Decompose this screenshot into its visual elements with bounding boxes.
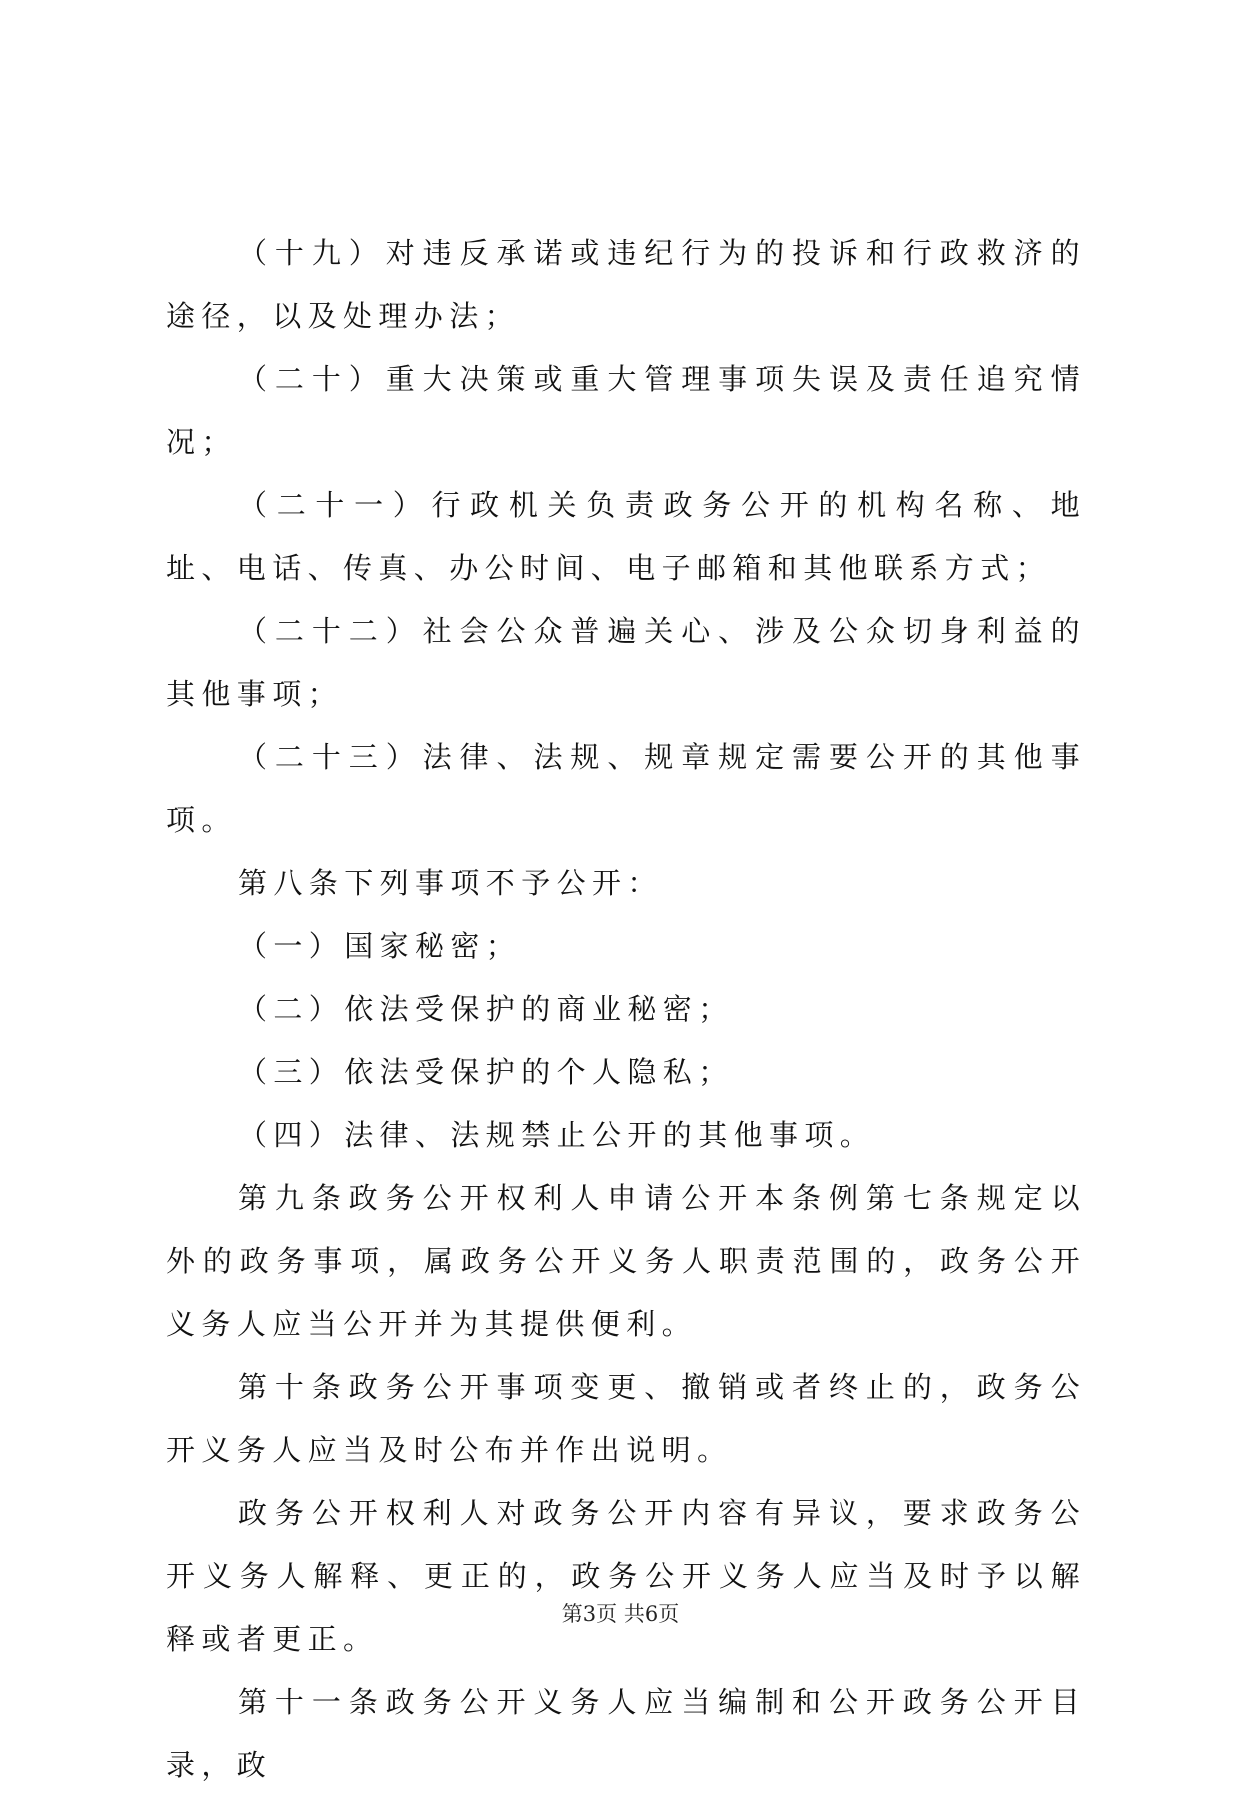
paragraph-article-9: 第九条政务公开权利人申请公开本条例第七条规定以外的政务事项，属政务公开义务人职责范围的，政务公开义务人应当公开并为其提供便利。: [166, 1181, 1086, 1341]
paragraph-article-10: 第十条政务公开事项变更、撤销或者终止的，政务公开义务人应当及时公布并作出说明。: [166, 1370, 1086, 1467]
paragraph-item-23: （二十三）法律、法规、规章规定需要公开的其他事项。: [166, 740, 1086, 837]
paragraph-item-20: （二十）重大决策或重大管理事项失误及责任追究情况；: [166, 362, 1086, 459]
paragraph-item-21: （二十一）行政机关负责政务公开的机构名称、地址、电话、传真、办公时间、电子邮箱和其他联系方式；: [166, 488, 1086, 585]
paragraph-item-22: （二十二）社会公众普遍关心、涉及公众切身利益的其他事项；: [166, 614, 1086, 711]
paragraph-article-10-objection: 政务公开权利人对政务公开内容有异议，要求政务公开义务人解释、更正的，政务公开义务人应当及时予以解释或者更正。: [166, 1496, 1086, 1656]
paragraph-article-8-item-1: （一）国家秘密；: [238, 929, 522, 963]
document-body: [166, 222, 1086, 1797]
paragraph-item-19: （十九）对违反承诺或违纪行为的投诉和行政救济的途径，以及处理办法；: [166, 236, 1086, 333]
page-footer: 第3页 共6页: [561, 1602, 680, 1626]
paragraph-article-8-item-2: （二）依法受保护的商业秘密；: [238, 992, 734, 1026]
paragraph-article-8-item-4: （四）法律、法规禁止公开的其他事项。: [238, 1118, 876, 1152]
paragraph-article-8-item-3: （三）依法受保护的个人隐私；: [238, 1055, 734, 1089]
paragraph-article-8: 第八条下列事项不予公开：: [238, 866, 663, 900]
paragraph-article-11: 第十一条政务公开义务人应当编制和公开政务公开目录，政: [166, 1685, 1086, 1782]
